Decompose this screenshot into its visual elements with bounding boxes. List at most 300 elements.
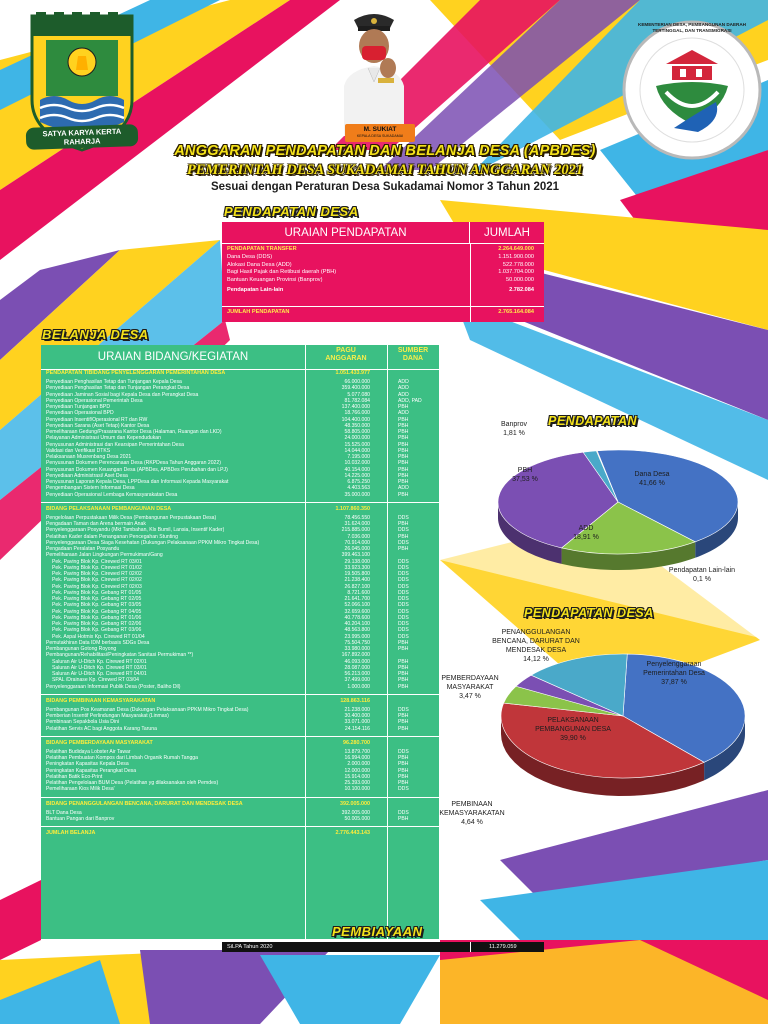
belanja-row xyxy=(46,596,439,602)
belanja-row-source: PBH xyxy=(398,460,409,467)
col-uraian-bidang: URAIAN BIDANG/KEGIATAN xyxy=(97,351,249,363)
section-title-belanja-desa: BELANJA DESA xyxy=(42,327,149,342)
belanja-table xyxy=(41,345,439,939)
belanja-row-value: 78.456.550 xyxy=(344,514,370,521)
belanja-row-label: Penyediaan Administrasi/ Aset Desa xyxy=(46,472,128,479)
pie-label-percent: 37,53 % xyxy=(512,476,538,483)
pie-label-name: Banprov xyxy=(500,421,528,428)
belanja-row-value: 21.238.400 xyxy=(344,577,370,584)
belanja-row xyxy=(46,719,439,725)
title-pemerintah-desa: PEMERINTAH DESA SUKADAMAI TAHUN ANGGARAN 2021 xyxy=(186,162,584,178)
belanja-row-value: 40.778.600 xyxy=(344,614,370,621)
belanja-row xyxy=(46,527,439,533)
pie-label-name: Dana Desa xyxy=(634,471,670,478)
belanja-row-source: PBH xyxy=(398,521,409,527)
belanja-row-label: Pemeliharaan Gedung/Prasarana Kantor Desa (Halaman, Ruangan dan LKD) xyxy=(46,429,222,435)
belanja-row-value: 33.923.300 xyxy=(344,564,370,571)
pendapatan-row xyxy=(227,269,540,276)
pie-label-percent: 1,81 % xyxy=(503,430,525,437)
belanja-group-total: 128.863.116 xyxy=(340,697,370,704)
belanja-row xyxy=(46,571,439,577)
belanja-row-source: DDS xyxy=(398,583,409,590)
belanja-row-value: 4.403.563 xyxy=(347,485,370,492)
belanja-row-value: 10.100.000 xyxy=(344,786,370,793)
belanja-group-header xyxy=(46,740,439,746)
belanja-row-value: 50.005.000 xyxy=(344,815,370,822)
belanja-row-source: DDS xyxy=(398,564,409,571)
belanja-row-source: DDS xyxy=(398,633,409,640)
pendapatan-row-label: Alokasi Dana Desa (ADD) xyxy=(227,261,292,268)
section-title-pembiayaan: PEMBIAYAAN xyxy=(332,924,423,939)
pendapatan-row-label: Dana Desa (DDS) xyxy=(227,254,273,260)
belanja-row-source: PBH xyxy=(398,658,409,665)
kepala-desa-role: KEPALA DESA SUKADAMAI xyxy=(356,133,404,138)
belanja-row-source: PBH xyxy=(398,454,409,460)
belanja-row-source: PBH xyxy=(398,422,409,429)
pendapatan-row-label: Bantuan Keuangan Provinsi (Banprov) xyxy=(227,276,323,283)
pie-label-percent: 37,87 % xyxy=(661,679,687,686)
belanja-row xyxy=(46,590,439,596)
pie-label xyxy=(626,660,722,687)
pie-label xyxy=(520,716,626,743)
belanja-row-source: PBH xyxy=(398,491,409,498)
pendapatan-row xyxy=(227,262,540,269)
logo-right-ring-text: KEMENTERIAN DESA, PEMBANGUNAN DAERAH TERTINGGAL, DAN TRANSMIGRASI xyxy=(638,22,746,33)
belanja-row-source: PBH xyxy=(398,755,409,761)
belanja-group-title: PENDAPATAN TIBIDANG PENYELENGGARAN PEMERINTAHAN DESA xyxy=(46,370,226,376)
belanja-row xyxy=(46,534,439,540)
belanja-row-source: PBH xyxy=(398,767,409,774)
pembiayaan-label: SiLPA Tahun 2020 xyxy=(227,944,273,950)
pie-label xyxy=(546,524,626,542)
belanja-row xyxy=(46,417,439,423)
belanja-row-label: Saluran Air U-Ditch Kp. Cirewed RT 04/01 xyxy=(52,671,147,677)
belanja-row xyxy=(46,627,439,633)
belanja-row-value: 167.892.000 xyxy=(341,652,370,659)
pendapatan-row-value: 1.151.900.000 xyxy=(498,254,534,260)
belanja-row-value: 48.563.800 xyxy=(344,627,370,634)
belanja-row-value: 14.225.000 xyxy=(344,472,370,479)
pie-label-percent: 41,66 % xyxy=(639,480,665,487)
belanja-row-label: Pelaksanaan Musrenbang Desa 2021 xyxy=(46,454,132,460)
belanja-row-value: 29.138.000 xyxy=(344,558,370,565)
belanja-row-source: PBH xyxy=(398,646,409,652)
belanja-row xyxy=(46,385,439,391)
belanja-row-label: Pelatihan Budidaya Lobster Air Tawar xyxy=(46,748,131,755)
belanja-row xyxy=(46,684,439,690)
kemendesa-logo xyxy=(622,20,762,160)
belanja-row xyxy=(46,398,439,404)
belanja-row xyxy=(46,577,439,583)
belanja-row-label: Pelatihan Pengelolaan BUM Desa (Pelatihan yg dilaksanakan oleh Pemdes) xyxy=(46,780,219,786)
pie-label-percent: 39,90 % xyxy=(560,735,586,742)
belanja-row-value: 58.805.000 xyxy=(344,429,370,435)
belanja-row-source: PBH xyxy=(398,472,409,479)
belanja-row-source: PBH xyxy=(398,447,409,454)
belanja-row-source: PBH xyxy=(398,639,409,646)
belanja-row-source: PBH xyxy=(398,466,409,473)
belanja-group-title: BIDANG PEMBINAAN KEMASYARAKATAN xyxy=(46,697,156,704)
belanja-row-value: 104.400.000 xyxy=(341,416,370,423)
belanja-row-source: DDS xyxy=(398,577,409,584)
belanja-row xyxy=(46,492,439,498)
belanja-row xyxy=(46,454,439,460)
belanja-row xyxy=(46,460,439,466)
belanja-row-value: 30.400.000 xyxy=(344,713,370,719)
belanja-row-source: DDS xyxy=(398,589,409,596)
belanja-table-header xyxy=(41,345,439,369)
belanja-row-source: PBH xyxy=(398,546,409,552)
belanja-row-label: Penyusunan Administrasi dan Kearsipan Pemerintahan Desa xyxy=(46,441,184,448)
belanja-row-value: 25.393.000 xyxy=(344,780,370,786)
belanja-row-value: 137.400.000 xyxy=(341,404,370,410)
belanja-row xyxy=(46,652,439,658)
pie-label-percent: 4,64 % xyxy=(461,819,483,826)
belanja-row-label: Pengadaan Taman dan Arena bermain Anak xyxy=(46,521,146,527)
belanja-row-label: Penyediaan Sarana (Aset Tetap) Kantor Desa xyxy=(46,422,150,429)
belanja-row-label: Pek. Aspal Hotmix Kp. Cirewed RT 01/04 xyxy=(52,633,145,640)
belanja-row-value: 1.000.000 xyxy=(347,683,370,690)
belanja-row-source: DDS xyxy=(398,539,409,546)
belanja-row xyxy=(46,816,439,822)
belanja-row xyxy=(46,473,439,479)
belanja-row-label: Pek. Paving Blok Kp. Gebang RT 03/05 xyxy=(52,602,142,609)
belanja-row xyxy=(46,749,439,755)
pendapatan-row xyxy=(227,287,540,294)
belanja-row-value: 26.045.000 xyxy=(344,546,370,552)
belanja-row-source: ADD xyxy=(398,385,409,392)
belanja-row-label: Pembangunan Gotong Royong xyxy=(46,646,117,652)
belanja-row-label: Pemeliharaan Jalan Lingkungan Permukiman/Gang xyxy=(46,552,163,559)
belanja-row-value: 33.071.000 xyxy=(344,719,370,726)
belanja-row xyxy=(46,404,439,410)
pie-label xyxy=(486,628,586,664)
belanja-row-label: Penyediaan Operasional Pemerintah Desa xyxy=(46,397,143,404)
belanja-row xyxy=(46,659,439,665)
belanja-row-source: PBH xyxy=(398,780,409,786)
belanja-row xyxy=(46,442,439,448)
belanja-row-value: 399.463.100 xyxy=(341,552,370,559)
belanja-row-source: DDS xyxy=(398,748,409,755)
pie-label-percent: 3,47 % xyxy=(459,693,481,700)
belanja-row xyxy=(46,602,439,608)
belanja-row-label: Pengelolaan Perpustakaan Milik Desa (Pembangunan Perpustakaan Desa) xyxy=(46,514,217,521)
belanja-row-source: DDS xyxy=(398,602,409,609)
pie-label-name: ADD xyxy=(578,525,594,532)
belanja-row-value: 15.914.000 xyxy=(344,773,370,780)
belanja-row-value: 46.093.000 xyxy=(344,658,370,665)
belanja-row-source: PBH xyxy=(398,479,409,485)
belanja-row-value: 5.077.080 xyxy=(347,391,370,398)
belanja-row xyxy=(46,423,439,429)
pie-label xyxy=(622,470,682,488)
belanja-row-source: DDS xyxy=(398,786,409,793)
belanja-row-value: 16.994.000 xyxy=(344,755,370,761)
pie-label-percent: 14,12 % xyxy=(523,656,549,663)
belanja-row xyxy=(46,584,439,590)
belanja-row xyxy=(46,565,439,571)
pendapatan-table-header xyxy=(222,222,544,244)
belanja-row-label: Pelatihan Servis AC bagi Anggota Karang Taruna xyxy=(46,725,157,732)
belanja-row-label: Penyelenggaraan Informasi Publik Desa (Poster, Baliho Dll) xyxy=(46,683,181,690)
belanja-row-value: 37.499.000 xyxy=(344,677,370,684)
belanja-row xyxy=(46,552,439,558)
belanja-row-label: Pek. Paving Blok Kp. Cirewed RT 02/03 xyxy=(52,583,142,590)
pie-label-name: Penyelenggaraan Pemerintahan Desa xyxy=(643,661,705,677)
belanja-row-value: 66.000.000 xyxy=(344,379,370,385)
belanja-row xyxy=(46,479,439,485)
belanja-row-label: Saluran Air U-Ditch Kp. Cirewed RT 02/01 xyxy=(52,658,147,665)
belanja-row-source: PBH xyxy=(398,719,409,726)
belanja-row-source: PBH xyxy=(398,815,409,822)
pendapatan-row-value: 2.264.649.000 xyxy=(498,246,534,252)
belanja-row-value: 32.659.600 xyxy=(344,608,370,615)
belanja-row-source: PBH xyxy=(398,773,409,780)
belanja-row-label: Penyediaan Penghasilan Tetap dan Tunjangan Kepala Desa xyxy=(46,379,182,385)
belanja-row-label: Pek. Paving Blok Kp. Cirewed RT 02/02 xyxy=(52,571,142,577)
belanja-row-source: PBH xyxy=(398,404,409,410)
belanja-row-value: 19.505.800 xyxy=(344,571,370,577)
belanja-row-label: Penyusunan Laporan Kepala Desa, LPPDesa dan Informasi Kepada Masyarakat xyxy=(46,479,229,485)
belanja-row-label: Penyediaan Tunjangan BPD xyxy=(46,404,111,410)
belanja-row-value: 12.000.000 xyxy=(344,767,370,774)
belanja-row-source: ADD xyxy=(398,391,409,398)
pendapatan-row-value: 1.037.704.000 xyxy=(498,269,534,276)
pie-label-name: Pendapatan Lain-lain xyxy=(668,567,736,574)
belanja-row xyxy=(46,671,439,677)
belanja-row xyxy=(46,634,439,640)
belanja-row-label: Pek. Paving Blok Kp. Gebang RT 03/06 xyxy=(52,627,142,634)
belanja-row-label: Peningkatan Kapasitas Perangkat Desa xyxy=(46,767,137,774)
pie-label-name: PENANGGULANGAN BENCANA, DARURAT DAN MENDESAK DESA xyxy=(492,629,580,654)
belanja-row-value: 52.066.100 xyxy=(344,602,370,609)
belanja-row xyxy=(46,786,439,792)
belanja-row-source: DDS xyxy=(398,706,409,713)
belanja-total-label: JUMLAH BELANJA xyxy=(46,830,96,836)
belanja-row-label: Pek. Paving Blok Kp. Cirewed RT 03/01 xyxy=(52,558,142,565)
belanja-row-label: Penyediaan Jaminan Sosial bagi Kepala Desa dan Perangkat Desa xyxy=(46,391,199,398)
col-uraian-pendapatan: URAIAN PENDAPATAN xyxy=(222,222,470,244)
belanja-row-value: 24.154.116 xyxy=(344,725,370,732)
belanja-row-value: 40.204.100 xyxy=(344,621,370,627)
belanja-row xyxy=(46,435,439,441)
pendapatan-row xyxy=(227,254,540,261)
pie-label xyxy=(484,420,544,438)
belanja-row-value: 215.885.000 xyxy=(341,527,370,534)
belanja-row-label: Bantuan Pangan dari Banprov xyxy=(46,815,115,822)
belanja-row-value: 70.914.000 xyxy=(344,539,370,546)
belanja-row-source: PBH xyxy=(398,725,409,732)
belanja-row xyxy=(46,726,439,732)
belanja-row xyxy=(46,410,439,416)
belanja-group-title: BIDANG PEMBERDAYAAN MASYARAKAT xyxy=(46,739,153,746)
belanja-row-source: PBH xyxy=(398,683,409,690)
belanja-row-value: 21.641.700 xyxy=(344,596,370,602)
kepala-desa-name: M. SUKIAT xyxy=(363,126,397,133)
belanja-row-value: 7.195.000 xyxy=(347,454,370,460)
belanja-row-value: 28.087.000 xyxy=(344,664,370,671)
belanja-row-source: PBH xyxy=(398,677,409,684)
belanja-row-value: 6.875.250 xyxy=(347,479,370,485)
belanja-row-label: Pek. Paving Blok Kp. Cirewed RT 02/02 xyxy=(52,577,142,584)
belanja-row-source: DDS xyxy=(398,571,409,577)
belanja-row-label: Penyelenggaraan Posyandu (Mkt Tambahan, Kls Bumil, Lansia, Insentif Kader) xyxy=(46,527,225,534)
belanja-row-label: Pembangunan Pos Keamanan Desa (Dukungan Pelaksanaan PPKM Mikro Tingkat Desa) xyxy=(46,706,249,713)
pie-label-name: PELAKSANAAN PEMBANGUNAN DESA xyxy=(535,717,611,733)
belanja-row-value: 359.400.000 xyxy=(341,385,370,392)
belanja-row-value: 24.000.000 xyxy=(344,435,370,442)
belanja-row xyxy=(46,761,439,767)
kepala-desa-photo xyxy=(338,6,410,136)
pendapatan-table xyxy=(222,222,544,322)
belanja-row-source: ADD xyxy=(398,379,409,385)
belanja-row-label: BLT Dana Desa xyxy=(46,809,82,816)
belanja-row-source: DDS xyxy=(398,596,409,602)
belanja-row xyxy=(46,379,439,385)
title-apbdes: ANGGARAN PENDAPATAN DAN BELANJA DESA (APBDES) xyxy=(174,143,596,159)
pie-label-name: PEMBERDAYAAN MASYARAKAT xyxy=(441,675,499,691)
belanja-row xyxy=(46,521,439,527)
col-sumber-dana xyxy=(387,347,439,363)
belanja-row-label: Pemeliharaan Kios Milik Desa' xyxy=(46,786,115,793)
belanja-row-source: ADD xyxy=(398,410,409,417)
belanja-row xyxy=(46,780,439,786)
belanja-row xyxy=(46,559,439,565)
pie-label-name: PEMBINAAN KEMASYARAKATAN xyxy=(439,801,505,817)
pie-label-name: PBH xyxy=(517,467,533,474)
belanja-row xyxy=(46,774,439,780)
belanja-row-value: 35.000.000 xyxy=(344,491,370,498)
col-sumber-line1: SUMBER xyxy=(397,347,429,354)
belanja-row-label: Pek. Paving Blok Kp. Gebang RT 01/06 xyxy=(52,614,142,621)
col-pagu-line1: PAGU xyxy=(336,347,356,354)
belanja-group-total: 96.280.700 xyxy=(343,739,370,746)
belanja-row-value: 33.980.000 xyxy=(344,646,370,652)
belanja-row-value: 81.782.084 xyxy=(344,397,370,404)
belanja-row-label: Saluran Air U-Ditch Kp. Cirewed RT 03/01 xyxy=(52,664,147,671)
belanja-group-title: BIDANG PELAKSANAAN PEMBANGUNAN DESA xyxy=(46,505,172,512)
belanja-row-source: DDS xyxy=(398,614,409,621)
belanja-row-value: 31.624.000 xyxy=(344,521,370,527)
belanja-group-total: 1.107.860.350 xyxy=(335,505,370,512)
belanja-row xyxy=(46,485,439,491)
belanja-row-source: DDS xyxy=(398,514,409,521)
belanja-row-value: 26.827.100 xyxy=(344,583,370,590)
belanja-row-value: 56.213.000 xyxy=(344,671,370,677)
pendapatan-total-label: JUMLAH PENDAPATAN xyxy=(227,309,290,315)
belanja-row-value: 15.525.000 xyxy=(344,441,370,448)
logo-left-motto: SATYA KARYA KERTA RAHARJA xyxy=(26,124,139,150)
pendapatan-row-label: Bagi Hasil Pajak dan Retibusi daerah (PBH) xyxy=(227,269,337,276)
pendapatan-pie-chart xyxy=(478,440,758,580)
belanja-row-label: SPAL /Drainase Kp. Cirewed RT 03/04 xyxy=(52,677,140,684)
chart1-title: PENDAPATAN xyxy=(548,414,638,428)
pendapatan-row-value: 50.000.000 xyxy=(506,276,534,283)
belanja-group-header xyxy=(46,698,439,704)
belanja-row xyxy=(46,467,439,473)
belanja-row-value: 8.721.600 xyxy=(347,589,370,596)
belanja-row xyxy=(46,609,439,615)
col-jumlah: JUMLAH xyxy=(483,227,530,239)
belanja-row xyxy=(46,768,439,774)
belanja-row-label: Validasi dan Verifikasi DTKS xyxy=(46,447,111,454)
belanja-group-header xyxy=(46,370,439,376)
belanja-row-label: Pek. Paving Blok Kp. Cirewed RT 01/02 xyxy=(52,564,142,571)
pie-label xyxy=(490,466,560,484)
belanja-total-value: 2.776.443.143 xyxy=(335,830,370,836)
belanja-row-source: ADD xyxy=(398,485,409,492)
tangerang-logo xyxy=(26,12,138,154)
belanja-row-label: Peningkatan Kapasitas Kepala Desa xyxy=(46,761,129,768)
col-pagu-line2: ANGGARAN xyxy=(325,355,367,362)
belanja-row-label: Pengadaan Peralatan Posyandu xyxy=(46,546,120,552)
belanja-row xyxy=(46,755,439,761)
pembiayaan-row xyxy=(222,942,544,952)
belanja-row-label: Pelatihan Pembuatan Kompos dari Limbah Organik Rumah Tangga xyxy=(46,755,198,761)
belanja-row-label: Penyediaan Operasional Lembaga Kemasyarakatan Desa xyxy=(46,491,178,498)
belanja-row xyxy=(46,707,439,713)
belanja-row-source: PBH xyxy=(398,664,409,671)
belanja-row-label: Pelatihan Batik Eco-Print xyxy=(46,773,103,780)
belanja-row-label: Pelatihan Kader dalam Penanganan Pencegahan Stunting xyxy=(46,533,178,540)
pendapatan-row-value: 522.778.000 xyxy=(502,261,534,268)
belanja-row-label: Pelayanan Administrasi Umum dan Kependudukan xyxy=(46,435,161,442)
belanja-row-label: Pembangunan/Rehabilitasi/Peningkatan Sanitasi Permukiman **) xyxy=(46,652,194,659)
belanja-group-title: BIDANG PENANGGULANGAN BENCANA, DARURAT DAN MENDESAK DESA xyxy=(46,800,243,807)
belanja-group-total: 392.005.000 xyxy=(340,800,370,807)
belanja-row xyxy=(46,540,439,546)
belanja-row-label: Penyediaan Insentif/Operasional RT dan RW xyxy=(46,416,148,423)
belanja-row-value: 23.995.000 xyxy=(344,633,370,640)
belanja-row xyxy=(46,810,439,816)
belanja-row xyxy=(46,621,439,627)
belanja-row-source: DDS xyxy=(398,558,409,565)
pendapatan-row-value: 2.782.084 xyxy=(509,287,534,294)
pendapatan-row xyxy=(227,246,540,253)
belanja-row-value: 48.350.000 xyxy=(344,422,370,429)
belanja-group-header xyxy=(46,506,439,512)
belanja-row-label: Penyelenggaraan Desa Siaga Kesehatan (Dukungan Pelaksanaan PPKM Mikro Tingkat Desa) xyxy=(46,539,260,546)
belanja-row-value: 13.879.700 xyxy=(344,748,370,755)
pie-label xyxy=(430,674,510,701)
chart2-title: PENDAPATAN DESA xyxy=(524,606,654,620)
belanja-row xyxy=(46,515,439,521)
belanja-group-total: 1.051.433.977 xyxy=(335,370,370,376)
pie-label-percent: 0,1 % xyxy=(693,576,711,583)
belanja-row xyxy=(46,429,439,435)
belanja-row-label: Pek. Paving Blok Kp. Gebang RT 02/06 xyxy=(52,621,142,627)
belanja-row-source: PBH xyxy=(398,761,409,768)
belanja-row-label: Pemutakhiran Data IDM berbasis SDGs Desa xyxy=(46,639,150,646)
pendapatan-total-value: 2.765.164.084 xyxy=(498,309,534,315)
pie-label xyxy=(432,800,512,827)
belanja-row xyxy=(46,713,439,719)
belanja-row xyxy=(46,677,439,683)
pendapatan-total-row xyxy=(227,309,540,316)
belanja-row xyxy=(46,646,439,652)
belanja-row-source: ADD, PAD xyxy=(398,397,422,404)
belanja-row-label: Penyediaan Operasional BPD xyxy=(46,410,114,417)
belanja-row-label: Pek. Paving Blok Kp. Gebang RT 02/05 xyxy=(52,596,142,602)
belanja-row-value: 14.044.000 xyxy=(344,447,370,454)
belanja-row xyxy=(46,448,439,454)
belanja-row-source: DDS xyxy=(398,527,409,534)
belanja-row-source: DDS xyxy=(398,627,409,634)
belanja-row-source: PBH xyxy=(398,416,409,423)
belanja-row-label: Pengembangan Sistem Informasi Desa xyxy=(46,485,135,492)
belanja-row-source: PBH xyxy=(398,533,409,540)
belanja-row-value: 10.032.000 xyxy=(344,460,370,467)
